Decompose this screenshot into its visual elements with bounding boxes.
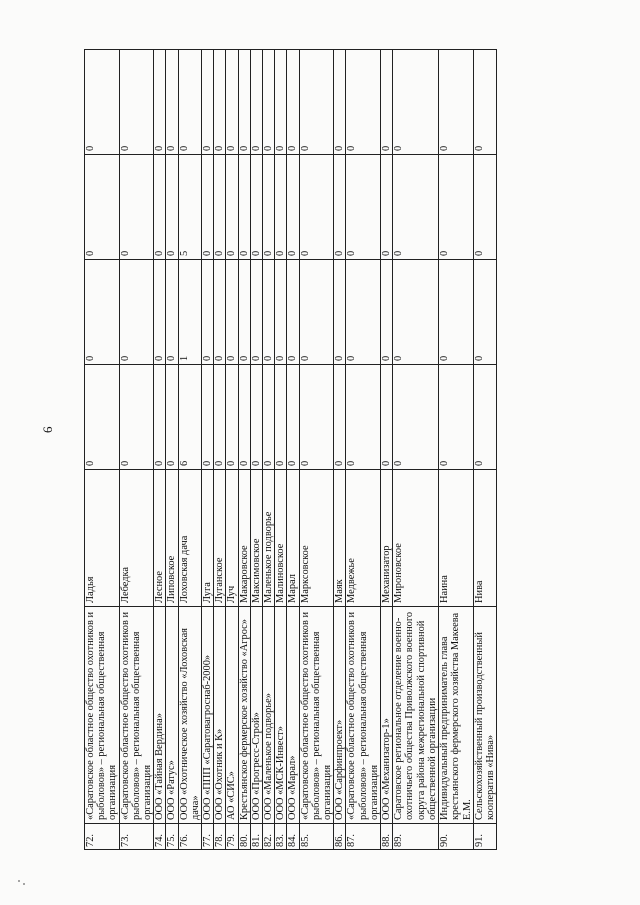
table-row bbox=[299, 50, 334, 850]
value-cell-1: 0 bbox=[346, 365, 381, 470]
hunting-ground-cell: Маяк bbox=[334, 470, 346, 607]
table-row bbox=[119, 50, 154, 850]
value-cell-2: 1 bbox=[178, 260, 201, 365]
value-cell-3: 0 bbox=[439, 155, 474, 260]
table-row bbox=[263, 50, 275, 850]
value-cell-1: 0 bbox=[250, 365, 262, 470]
value-cell-2: 0 bbox=[393, 260, 439, 365]
organization-cell: «Саратовское областное общество охотников и рыболовов» – региональная общественная организация bbox=[346, 607, 381, 824]
row-number-cell: 89. bbox=[393, 824, 439, 850]
value-cell-4: 0 bbox=[275, 50, 287, 155]
value-cell-2: 0 bbox=[334, 260, 346, 365]
hunting-ground-cell: Лесное bbox=[154, 470, 166, 607]
organization-cell: ООО «Ратус» bbox=[166, 607, 178, 824]
organization-cell: ООО «ППП «Саратовагроснаб-2000» bbox=[202, 607, 214, 824]
value-cell-1: 0 bbox=[214, 365, 226, 470]
value-cell-3: 0 bbox=[214, 155, 226, 260]
hunting-ground-cell: Малиновское bbox=[275, 470, 287, 607]
value-cell-2: 0 bbox=[238, 260, 250, 365]
hunting-ground-cell: Маленькое подворье bbox=[263, 470, 275, 607]
value-cell-4: 0 bbox=[381, 50, 393, 155]
value-cell-3: 0 bbox=[238, 155, 250, 260]
value-cell-1: 0 bbox=[238, 365, 250, 470]
row-number-cell: 82. bbox=[263, 824, 275, 850]
hunting-ground-cell: Наина bbox=[439, 470, 474, 607]
value-cell-4: 0 bbox=[334, 50, 346, 155]
table-row bbox=[85, 50, 120, 850]
row-number-cell: 74. bbox=[154, 824, 166, 850]
value-cell-2: 0 bbox=[85, 260, 120, 365]
row-number-cell: 72. bbox=[85, 824, 120, 850]
organization-cell: Сельскохозяйственный производственный кооператив «Нива» bbox=[473, 607, 496, 824]
organization-cell: Саратовское региональное отделение военно-охотничьего общества Приволжского военного округа района межрегиональной спортивной общественной организации bbox=[393, 607, 439, 824]
row-number-cell: 84. bbox=[287, 824, 299, 850]
value-cell-3: 0 bbox=[393, 155, 439, 260]
value-cell-4: 0 bbox=[393, 50, 439, 155]
table-row bbox=[346, 50, 381, 850]
row-number-cell: 86. bbox=[334, 824, 346, 850]
row-number-cell: 83. bbox=[275, 824, 287, 850]
organization-cell: ООО «Охотническое хозяйство «Лоховская дача» bbox=[178, 607, 201, 824]
value-cell-3: 0 bbox=[202, 155, 214, 260]
value-cell-4: 0 bbox=[346, 50, 381, 155]
value-cell-4: 0 bbox=[214, 50, 226, 155]
value-cell-2: 0 bbox=[473, 260, 496, 365]
value-cell-2: 0 bbox=[287, 260, 299, 365]
scan-speck bbox=[18, 880, 20, 882]
value-cell-1: 0 bbox=[287, 365, 299, 470]
table-row bbox=[250, 50, 262, 850]
value-cell-1: 0 bbox=[263, 365, 275, 470]
hunting-grounds-table bbox=[84, 49, 497, 850]
organization-cell: ООО «Прогресс-Строй» bbox=[250, 607, 262, 824]
organization-cell: ООО «Механизатор-1» bbox=[381, 607, 393, 824]
hunting-ground-cell: Максимовское bbox=[250, 470, 262, 607]
value-cell-1: 0 bbox=[154, 365, 166, 470]
row-number-cell: 80. bbox=[238, 824, 250, 850]
organization-cell: «Саратовское областное общество охотников и рыболовов» – региональная общественная организация bbox=[119, 607, 154, 824]
organization-cell: ООО «Охотник и К» bbox=[214, 607, 226, 824]
value-cell-2: 0 bbox=[250, 260, 262, 365]
organization-cell: ООО «Тайная Вердина» bbox=[154, 607, 166, 824]
hunting-ground-cell: Механизатор bbox=[381, 470, 393, 607]
table-row bbox=[439, 50, 474, 850]
hunting-ground-cell: Марксовское bbox=[299, 470, 334, 607]
value-cell-4: 0 bbox=[119, 50, 154, 155]
value-cell-1: 0 bbox=[226, 365, 238, 470]
row-number-cell: 81. bbox=[250, 824, 262, 850]
hunting-ground-cell: Медвежье bbox=[346, 470, 381, 607]
organization-cell: «Саратовское областное общество охотников и рыболовов» – региональная общественная организация bbox=[85, 607, 120, 824]
value-cell-3: 5 bbox=[178, 155, 201, 260]
organization-cell: Индивидуальный предприниматель глава крестьянского фермерского хозяйства Макеева Е.М. bbox=[439, 607, 474, 824]
scan-speck bbox=[23, 883, 25, 885]
row-number-cell: 76. bbox=[178, 824, 201, 850]
hunting-ground-cell: Марал bbox=[287, 470, 299, 607]
row-number-cell: 75. bbox=[166, 824, 178, 850]
table-row bbox=[238, 50, 250, 850]
row-number-cell: 78. bbox=[214, 824, 226, 850]
page-number: 6 bbox=[40, 426, 55, 433]
hunting-ground-cell: Луч bbox=[226, 470, 238, 607]
value-cell-4: 0 bbox=[85, 50, 120, 155]
value-cell-3: 0 bbox=[299, 155, 334, 260]
table-row bbox=[473, 50, 496, 850]
value-cell-3: 0 bbox=[263, 155, 275, 260]
table-row bbox=[226, 50, 238, 850]
value-cell-3: 0 bbox=[275, 155, 287, 260]
value-cell-3: 0 bbox=[287, 155, 299, 260]
row-number-cell: 90. bbox=[439, 824, 474, 850]
value-cell-3: 0 bbox=[119, 155, 154, 260]
rotated-table-container bbox=[84, 55, 624, 850]
organization-cell: ООО «Маленькое подворье» bbox=[263, 607, 275, 824]
organization-cell: Крестьянское фермерское хозяйство «Агрос» bbox=[238, 607, 250, 824]
value-cell-3: 0 bbox=[154, 155, 166, 260]
organization-cell: ООО «МСК-Инвест» bbox=[275, 607, 287, 824]
value-cell-1: 0 bbox=[439, 365, 474, 470]
organization-cell: ООО «Сарфинпроект» bbox=[334, 607, 346, 824]
value-cell-4: 0 bbox=[226, 50, 238, 155]
table-row bbox=[154, 50, 166, 850]
value-cell-4: 0 bbox=[166, 50, 178, 155]
value-cell-1: 0 bbox=[393, 365, 439, 470]
value-cell-2: 0 bbox=[226, 260, 238, 365]
hunting-ground-cell: Луга bbox=[202, 470, 214, 607]
table-row bbox=[275, 50, 287, 850]
hunting-ground-cell: Лебедка bbox=[119, 470, 154, 607]
organization-cell: АО «СИС» bbox=[226, 607, 238, 824]
value-cell-2: 0 bbox=[214, 260, 226, 365]
value-cell-4: 0 bbox=[439, 50, 474, 155]
value-cell-3: 0 bbox=[473, 155, 496, 260]
value-cell-4: 0 bbox=[299, 50, 334, 155]
row-number-cell: 79. bbox=[226, 824, 238, 850]
organization-cell: ООО «Марал» bbox=[287, 607, 299, 824]
table-row bbox=[166, 50, 178, 850]
hunting-ground-cell: Лоховская дача bbox=[178, 470, 201, 607]
table-row bbox=[381, 50, 393, 850]
value-cell-1: 0 bbox=[166, 365, 178, 470]
table-row bbox=[393, 50, 439, 850]
value-cell-2: 0 bbox=[275, 260, 287, 365]
value-cell-4: 0 bbox=[238, 50, 250, 155]
table-row bbox=[334, 50, 346, 850]
value-cell-3: 0 bbox=[85, 155, 120, 260]
value-cell-1: 0 bbox=[85, 365, 120, 470]
value-cell-4: 0 bbox=[202, 50, 214, 155]
row-number-cell: 73. bbox=[119, 824, 154, 850]
row-number-cell: 85. bbox=[299, 824, 334, 850]
value-cell-3: 0 bbox=[226, 155, 238, 260]
value-cell-4: 0 bbox=[263, 50, 275, 155]
value-cell-4: 0 bbox=[473, 50, 496, 155]
hunting-ground-cell: Макаровское bbox=[238, 470, 250, 607]
value-cell-2: 0 bbox=[381, 260, 393, 365]
hunting-ground-cell: Мироновское bbox=[393, 470, 439, 607]
table-row bbox=[214, 50, 226, 850]
value-cell-1: 0 bbox=[334, 365, 346, 470]
value-cell-3: 0 bbox=[250, 155, 262, 260]
value-cell-3: 0 bbox=[346, 155, 381, 260]
value-cell-1: 0 bbox=[299, 365, 334, 470]
row-number-cell: 88. bbox=[381, 824, 393, 850]
value-cell-2: 0 bbox=[154, 260, 166, 365]
hunting-ground-cell: Луганское bbox=[214, 470, 226, 607]
value-cell-2: 0 bbox=[299, 260, 334, 365]
hunting-ground-cell: Нива bbox=[473, 470, 496, 607]
value-cell-1: 0 bbox=[119, 365, 154, 470]
table-row bbox=[202, 50, 214, 850]
organization-cell: «Саратовское областное общество охотников и рыболовов» – региональная общественная организация bbox=[299, 607, 334, 824]
value-cell-3: 0 bbox=[334, 155, 346, 260]
row-number-cell: 77. bbox=[202, 824, 214, 850]
hunting-ground-cell: Ладья bbox=[85, 470, 120, 607]
value-cell-2: 0 bbox=[263, 260, 275, 365]
value-cell-4: 0 bbox=[154, 50, 166, 155]
value-cell-1: 0 bbox=[275, 365, 287, 470]
value-cell-1: 0 bbox=[381, 365, 393, 470]
value-cell-2: 0 bbox=[346, 260, 381, 365]
value-cell-4: 0 bbox=[250, 50, 262, 155]
value-cell-2: 0 bbox=[166, 260, 178, 365]
table-row bbox=[287, 50, 299, 850]
value-cell-4: 0 bbox=[287, 50, 299, 155]
value-cell-2: 0 bbox=[119, 260, 154, 365]
hunting-ground-cell: Липовское bbox=[166, 470, 178, 607]
value-cell-1: 6 bbox=[178, 365, 201, 470]
table-row bbox=[178, 50, 201, 850]
value-cell-3: 0 bbox=[166, 155, 178, 260]
row-number-cell: 87. bbox=[346, 824, 381, 850]
value-cell-4: 0 bbox=[178, 50, 201, 155]
value-cell-3: 0 bbox=[381, 155, 393, 260]
value-cell-2: 0 bbox=[202, 260, 214, 365]
value-cell-1: 0 bbox=[473, 365, 496, 470]
value-cell-2: 0 bbox=[439, 260, 474, 365]
value-cell-1: 0 bbox=[202, 365, 214, 470]
row-number-cell: 91. bbox=[473, 824, 496, 850]
